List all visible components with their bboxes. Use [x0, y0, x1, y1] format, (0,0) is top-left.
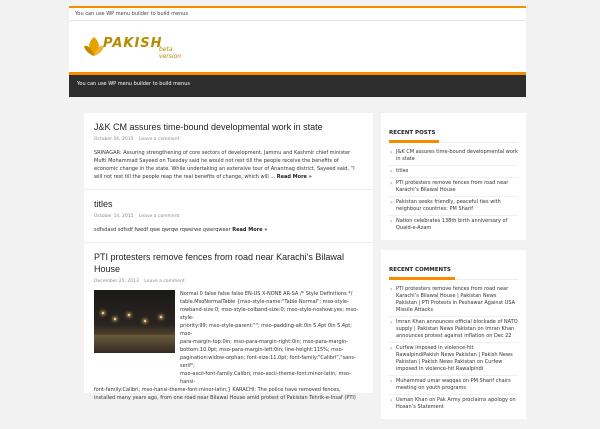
excerpt-line: table.MsoNormalTable {mso-style-name:"Table Normal"; mso-style- [180, 299, 349, 305]
read-more-link[interactable]: Read More » [276, 174, 312, 180]
excerpt-line: Normal 0 false false false EN-US X-NONE AR-SA /* Style Definitions */ [180, 291, 353, 297]
read-more-link[interactable]: Read More » [232, 227, 268, 233]
excerpt-line: para-margin-top:0in; mso-para-margin-right:0in; mso-para-margin- [180, 339, 349, 345]
post-item [84, 113, 373, 190]
excerpt-text: SRINAGAR: Assuring strengthening of core sectors of development, Jammu and Kashmir chief minister Mufti Mohammad Sayeed on Tuesday said he would not rest till the people receive the benefits of economic change in the state. While undertaking an extensive tour of Anantnag district, Sayeed said, “I will not rest till the people reap the real benefits of change, which will ... [94, 150, 355, 180]
excerpt-line: mso-ascii-font-family:Calibri; mso-ascii-theme-font:minor-latin; mso-hansi- [180, 371, 351, 385]
excerpt-line: priority:99; mso-style-parent:""; mso-padding-alt:0in 5.4pt 0in 5.4pt; mso- [180, 323, 352, 337]
excerpt-line: bottom:10.0pt; mso-para-margin-left:0in; line-height:115%; mso- [180, 347, 344, 353]
post-item [84, 243, 373, 401]
list-item[interactable]: › Muhammad umar waqqas on PM Sharif chairs meeting on youth programs [389, 376, 518, 395]
post-title[interactable]: titles [94, 199, 113, 209]
post-meta [94, 279, 364, 284]
excerpt-text: sdfsdasd sdfsdf fwedf qwe qwrqw rqwerwe qwerqweer [94, 227, 231, 233]
post-title[interactable]: PTI protesters remove fences from road near Karachi’s Bilawal House [94, 252, 344, 274]
recent-posts-widget [381, 113, 526, 240]
post-date: December 25, 2013 [94, 279, 139, 284]
logo-tagline: beta version [159, 46, 181, 60]
list-item[interactable]: › titles [389, 166, 518, 178]
main-content [84, 113, 373, 401]
excerpt-line: installed many years ago, from one road near Bilawal House amid protest of Pakistan Tehrik-e-Insaf (PTI) [94, 395, 356, 401]
top-bar [69, 6, 526, 21]
recent-posts-list [389, 147, 518, 234]
excerpt-line: font-family:Calibri; mso-hansi-theme-font:minor-latin;} KARACHI: The police have removed fences, [94, 387, 341, 393]
widget-title: RECENT COMMENTS [389, 267, 455, 280]
top-bar-text: You can use WP menu builder to build menus [75, 11, 189, 17]
comment-link[interactable]: Leave a comment [144, 279, 185, 284]
list-item[interactable]: › J&K CM assures time-bound developmental work in state [389, 147, 518, 166]
post-meta [94, 137, 364, 142]
post-excerpt [94, 290, 364, 402]
post-meta [94, 214, 364, 219]
widget-title: RECENT POSTS [389, 130, 439, 143]
recent-comments-list [389, 284, 518, 413]
post-excerpt [94, 149, 364, 181]
page-wrapper [69, 6, 526, 410]
recent-comments-widget [381, 250, 526, 419]
comment-link[interactable]: Leave a comment [138, 214, 180, 219]
post-item [84, 190, 373, 243]
post-date: October 16, 2015 [94, 137, 134, 142]
post-date: October 14, 2015 [94, 214, 134, 219]
list-item[interactable]: › PTI protesters remove fences from road near Karachi’s Bilawal House | Pakistan News Pakistan | PTI Protests in Peshawar Against USA Missile Attacks [389, 284, 518, 317]
nav-text: You can use WP menu builder to build menus [77, 81, 191, 87]
sidebar [381, 113, 526, 429]
site-header [69, 21, 526, 72]
post-excerpt [94, 226, 364, 234]
list-item[interactable]: › Usman Khan on Pak Army proclaims apology on Hosan’s Statement [389, 395, 518, 413]
excerpt-line: pagination:widow-orphan; font-size:11.0pt; font-family:"Calibri","sans-serif"; [180, 355, 356, 369]
list-item[interactable]: › Imran Khan announces official blockade of NATO supply | Pakistan News Pakistan on Imran Khan announces protest against inflation on Dec 22 [389, 317, 518, 343]
post-title[interactable]: J&K CM assures time-bound developmental work in state [94, 122, 323, 132]
list-item[interactable]: › Pakistan seeks friendly, peaceful ties with neighbour countries: PM Sharif [389, 197, 518, 216]
list-item[interactable]: › PTI protesters remove fences from road near Karachi’s Bilawal House [389, 178, 518, 197]
logo-name: PAKISH [103, 36, 163, 51]
list-item[interactable]: › Curfew imposed in violence-hit RawalpindiPakish News Pakistan | Pakish News Pakistan | Pakish News Pakistan on Curfew imposed in violence-hit Rawalpindi [389, 343, 518, 376]
excerpt-line: rowband-size:0; mso-style-colband-size:0; mso-style-noshow:yes; mso-style- [180, 307, 359, 321]
post-body [94, 290, 364, 401]
main-navigation [69, 72, 526, 97]
comment-link[interactable]: Leave a comment [138, 137, 180, 142]
site-logo[interactable] [82, 34, 192, 58]
list-item[interactable]: › Nation celebrates 138th birth anniversary of Quaid-e-Azam [389, 216, 518, 234]
